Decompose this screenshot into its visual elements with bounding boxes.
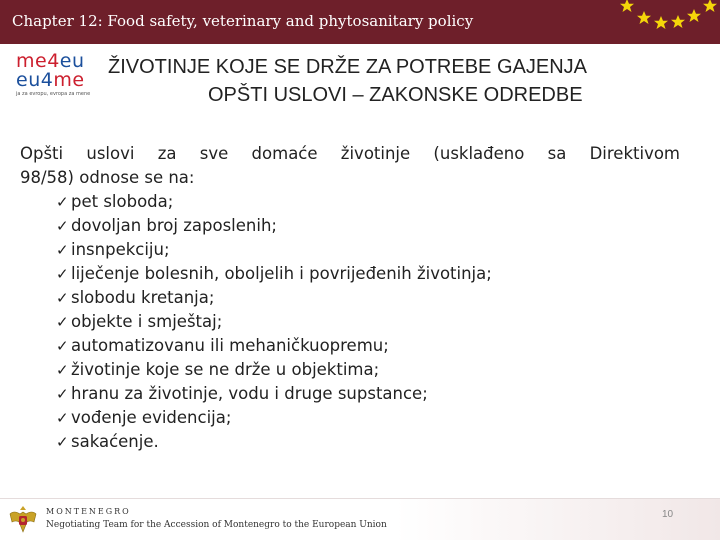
- check-icon: ✓: [56, 217, 69, 235]
- montenegro-coat-of-arms-icon: [4, 502, 42, 538]
- check-icon: ✓: [56, 241, 69, 259]
- list-item: ✓ vođenje evidencija;: [56, 406, 680, 430]
- list-item: ✓ automatizovanu ili mehaničkuopremu;: [56, 334, 680, 358]
- slide-title: [108, 53, 708, 109]
- check-icon: ✓: [56, 193, 69, 211]
- list-item: ✓ slobodu kretanja;: [56, 286, 680, 310]
- list-item: ✓ liječenje bolesnih, oboljelih i povrijeđenih životinja;: [56, 262, 680, 286]
- list-item: ✓ sakaćenje.: [56, 430, 680, 454]
- check-icon: ✓: [56, 361, 69, 379]
- check-icon: ✓: [56, 337, 69, 355]
- footer-team: Negotiating Team for the Accession of Montenegro to the European Union: [46, 520, 387, 530]
- logo-line-1: me4eu: [16, 50, 85, 72]
- footer-background: [0, 498, 720, 540]
- slide-title-line-2: OPŠTI USLOVI – ZAKONSKE ODREDBE: [208, 84, 583, 106]
- footer-divider: [0, 498, 720, 499]
- check-icon: ✓: [56, 385, 69, 403]
- check-icon: ✓: [56, 409, 69, 427]
- slide-content: [20, 142, 680, 454]
- logo-tagline: ja za evropu, evropa za mene: [16, 91, 91, 97]
- check-icon: ✓: [56, 289, 69, 307]
- intro-paragraph: Opšti uslovi za sve domaće životinje (usklađeno sa Direktivom 98/58) odnose se na:: [20, 144, 680, 187]
- header-title: Chapter 12: Food safety, veterinary and phytosanitary policy: [12, 12, 474, 30]
- check-icon: ✓: [56, 433, 69, 451]
- list-item: ✓ pet sloboda;: [56, 190, 680, 214]
- list-item: ✓ insnpekciju;: [56, 238, 680, 262]
- list-item: ✓ objekte i smještaj;: [56, 310, 680, 334]
- list-item: ✓ hranu za životinje, vodu i druge supstance;: [56, 382, 680, 406]
- check-icon: ✓: [56, 265, 69, 283]
- requirements-list: [20, 190, 680, 454]
- page-number: 10: [662, 509, 674, 520]
- footer-country: MONTENEGRO: [46, 507, 131, 516]
- check-icon: ✓: [56, 313, 69, 331]
- list-item: ✓ životinje koje se ne drže u objektima;: [56, 358, 680, 382]
- me4eu-logo: [16, 52, 108, 100]
- logo-line-2: eu4me: [16, 69, 85, 91]
- slide-title-line-1: ŽIVOTINJE KOJE SE DRŽE ZA POTREBE GAJENJA: [108, 56, 587, 78]
- list-item: ✓ dovoljan broj zaposlenih;: [56, 214, 680, 238]
